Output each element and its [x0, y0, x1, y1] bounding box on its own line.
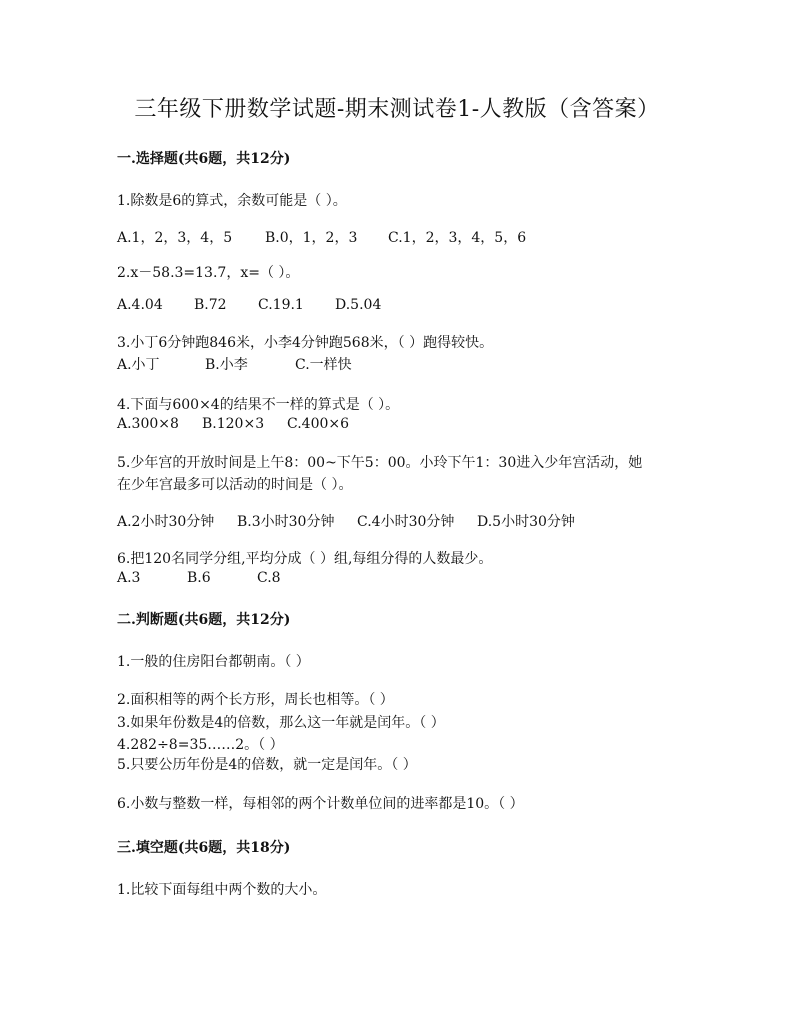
document-title: 三年级下册数学试题-期末测试卷1-人教版（含答案）	[134, 97, 660, 122]
option: B.6	[187, 570, 211, 586]
section-heading-judgement: 二.判断题(共6题，共12分)	[117, 612, 291, 628]
question-stem: 2.x－58.3=13.7，x=（ ）。	[117, 265, 300, 281]
option: A.2小时30分钟	[117, 514, 215, 530]
option: C.400×6	[287, 416, 350, 432]
question-stem: 4.282÷8=35……2。（ ）	[117, 737, 284, 753]
question-options	[117, 570, 281, 586]
question-options	[117, 227, 526, 247]
question-stem-continued: 在少年宫最多可以活动的时间是（ ）。	[117, 477, 353, 493]
section-heading-choice: 一.选择题(共6题，共12分)	[117, 151, 291, 167]
question-stem: 6.小数与整数一样，每相邻的两个计数单位间的进率都是10。（ ）	[117, 796, 524, 812]
option: B.0，1，2，3	[265, 230, 358, 246]
option: C.19.1	[258, 297, 304, 313]
option: A.3	[117, 570, 141, 586]
option: C.一样快	[295, 357, 352, 373]
option: D.5.04	[335, 297, 382, 313]
question-stem: 5.只要公历年份是4的倍数，就一定是闰年。（ ）	[117, 757, 417, 773]
option: C.1，2，3，4，5，6	[388, 230, 527, 246]
option: C.8	[257, 570, 281, 586]
option: B.3小时30分钟	[237, 514, 335, 530]
question-stem: 1.除数是6的算式，余数可能是（ ）。	[117, 193, 347, 209]
question-stem: 3.如果年份数是4的倍数，那么这一年就是闰年。（ ）	[117, 715, 445, 731]
question-options	[117, 354, 352, 374]
section-heading-fill-blank: 三.填空题(共6题，共18分)	[117, 840, 291, 856]
question-stem: 2.面积相等的两个长方形，周长也相等。（ ）	[117, 692, 394, 708]
option: B.小李	[205, 357, 248, 373]
option: D.5小时30分钟	[477, 514, 575, 530]
question-stem: 6.把120名同学分组,平均分成（ ）组,每组分得的人数最少。	[117, 551, 493, 567]
option: B.120×3	[202, 416, 265, 432]
option: B.72	[194, 297, 227, 313]
option: A.4.04	[117, 297, 163, 313]
question-options	[117, 416, 349, 432]
option: A.1，2，3，4，5	[117, 230, 233, 246]
option: A.300×8	[117, 416, 179, 432]
question-stem: 1.一般的住房阳台都朝南。（ ）	[117, 654, 310, 670]
option: C.4小时30分钟	[357, 514, 455, 530]
question-stem: 5.少年宫的开放时间是上午8：00~下午5：00。小玲下午1：30进入少年宫活动，她	[117, 455, 643, 471]
question-options	[117, 511, 575, 531]
question-stem: 3.小丁6分钟跑846米，小李4分钟跑568米，（ ）跑得较快。	[117, 335, 494, 351]
question-stem: 4.下面与600×4的结果不一样的算式是（ ）。	[117, 397, 400, 413]
question-options	[117, 297, 381, 313]
question-stem: 1.比较下面每组中两个数的大小。	[117, 882, 327, 898]
option: A.小丁	[117, 357, 160, 373]
